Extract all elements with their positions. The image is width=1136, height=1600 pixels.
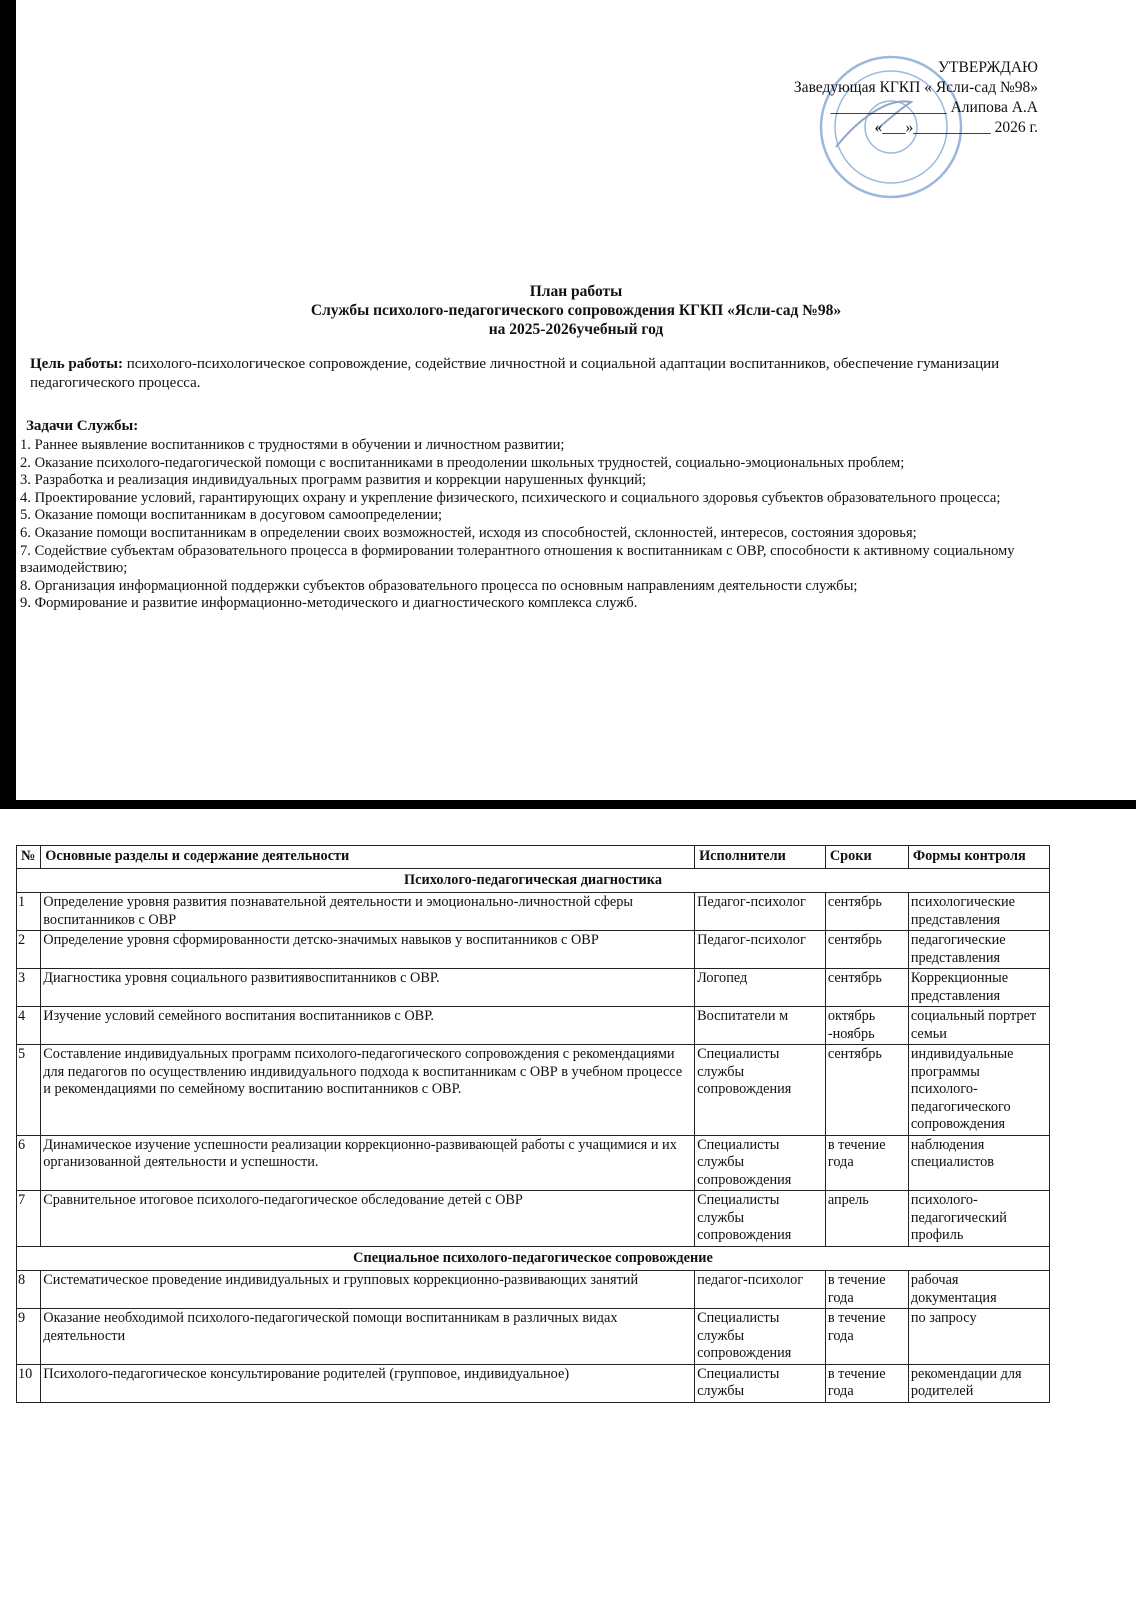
row-content: Диагностика уровня социального развитиявоспитанников с ОВР.: [41, 969, 695, 1007]
header-forms: Формы контроля: [908, 846, 1049, 869]
row-terms: в течение года: [825, 1135, 908, 1191]
row-terms: в течение года: [825, 1309, 908, 1365]
tasks-title: Задачи Службы:: [26, 418, 139, 434]
section-title: Специальное психолого-педагогическое сопровождение: [17, 1246, 1050, 1271]
header-terms: Сроки: [825, 846, 908, 869]
approval-position: Заведующая КГКП « Ясли-сад №98»: [793, 79, 1038, 96]
approval-signature-line: _______________ Алипова А.А: [830, 99, 1038, 116]
row-content: Оказание необходимой психолого-педагогической помощи воспитанникам в различных видах деятельности: [41, 1309, 695, 1365]
row-num: 4: [17, 1007, 41, 1045]
header-num: №: [17, 846, 41, 869]
task-item: 7. Содействие субъектам образовательного процесса в формировании толерантного отношения к воспитанникам с ОВР, способности к активному социальному взаимодействию;: [20, 542, 1015, 577]
row-num: 2: [17, 931, 41, 969]
row-executors: Специалисты службы: [695, 1364, 826, 1402]
title-line-1: План работы: [529, 283, 623, 300]
header-executors: Исполнители: [695, 846, 826, 869]
task-item: 3. Разработка и реализация индивидуальных программ развития и коррекции нарушенных функций;: [20, 472, 647, 489]
row-num: 3: [17, 969, 41, 1007]
table-header-row: [17, 846, 1050, 869]
table-row: [17, 893, 1050, 931]
row-executors: Логопед: [695, 969, 826, 1007]
row-num: 6: [17, 1135, 41, 1191]
task-item: 9. Формирование и развитие информационно-методического и диагностического комплекса служб.: [20, 595, 638, 612]
table-row: [17, 969, 1050, 1007]
row-forms: социальный портрет семьи: [908, 1007, 1049, 1045]
task-item: 8. Организация информационной поддержки субъектов образовательного процесса по основным направлениям деятельности службы;: [20, 577, 858, 594]
row-forms: по запросу: [908, 1309, 1049, 1365]
row-executors: Педагог-психолог: [695, 931, 826, 969]
table-row: [17, 931, 1050, 969]
task-item: 6. Оказание помощи воспитанникам в определении своих возможностей, исходя из способностей, склонностей, интересов, состояния здоровья;: [20, 524, 917, 541]
goal-label: Цель работы:: [30, 356, 123, 372]
row-executors: Педагог-психолог: [695, 893, 826, 931]
row-num: 8: [17, 1271, 41, 1309]
table-row: [17, 1007, 1050, 1045]
row-content: Систематическое проведение индивидуальных и групповых коррекционно-развивающих занятий: [41, 1271, 695, 1309]
title-line-2: Службы психолого-педагогического сопровождения КГКП «Ясли-сад №98»: [310, 302, 842, 319]
row-num: 1: [17, 893, 41, 931]
approval-heading: УТВЕРЖДАЮ: [938, 59, 1038, 76]
row-forms: педагогические представления: [908, 931, 1049, 969]
row-content: Изучение условий семейного воспитания воспитанников с ОВР.: [41, 1007, 695, 1045]
row-forms: психологические представления: [908, 893, 1049, 931]
row-terms: сентябрь: [825, 893, 908, 931]
row-forms: психолого-педагогический профиль: [908, 1191, 1049, 1247]
document-title: [16, 282, 1136, 339]
approval-date-line: «___»__________ 2026 г.: [874, 119, 1038, 136]
row-forms: Коррекционные представления: [908, 969, 1049, 1007]
task-item: 5. Оказание помощи воспитанникам в досуговом самоопределении;: [20, 507, 443, 524]
row-terms: апрель: [825, 1191, 908, 1247]
row-executors: педагог-психолог: [695, 1271, 826, 1309]
section-row: [17, 868, 1050, 893]
row-content: Динамическое изучение успешности реализации коррекционно-развивающей работы с учащимися и их организованной деятельности и успешности.: [41, 1135, 695, 1191]
goal-paragraph: [30, 355, 1096, 393]
row-content: Сравнительное итоговое психолого-педагогическое обследование детей с ОВР: [41, 1191, 695, 1247]
table-row: [17, 1364, 1050, 1402]
tasks-list: [20, 437, 1096, 613]
row-content: Определение уровня сформированности детско-значимых навыков у воспитанников с ОВР: [41, 931, 695, 969]
goal-text: психолого-психологическое сопровождение, содействие личностной и социальной адаптации воспитанников, обеспечение гуманизации педагогического процесса.: [30, 356, 1000, 391]
row-executors: Специалисты службы сопровождения: [695, 1045, 826, 1136]
row-terms: сентябрь: [825, 931, 908, 969]
row-forms: рекомендации для родителей: [908, 1364, 1049, 1402]
row-num: 7: [17, 1191, 41, 1247]
work-plan-table: [16, 845, 1050, 1403]
row-executors: Специалисты службы сопровождения: [695, 1309, 826, 1365]
row-executors: Специалисты службы сопровождения: [695, 1135, 826, 1191]
task-item: 4. Проектирование условий, гарантирующих охрану и укрепление физического, психического и социального здоровья субъектов образовательного процесса;: [20, 489, 1001, 506]
table-row: [17, 1045, 1050, 1136]
row-num: 9: [17, 1309, 41, 1365]
row-content: Составление индивидуальных программ психолого-педагогического сопровождения с рекомендациями для педагогов по осуществлению индивидуального подхода к воспитанникам с ОВР в учебном процессе и рекомендациями по семейному воспитанию воспитанников с ОВР.: [41, 1045, 695, 1136]
table-row: [17, 1191, 1050, 1247]
row-terms: сентябрь: [825, 969, 908, 1007]
title-line-3: на 2025-2026учебный год: [488, 321, 664, 338]
section-row: [17, 1246, 1050, 1271]
row-num: 5: [17, 1045, 41, 1136]
header-content: Основные разделы и содержание деятельности: [41, 846, 695, 869]
task-item: 1. Раннее выявление воспитанников с трудностями в обучении и личностном развитии;: [20, 437, 565, 453]
document-page-2: [0, 809, 1136, 1600]
table-row: [17, 1135, 1050, 1191]
row-forms: рабочая документация: [908, 1271, 1049, 1309]
row-content: Психолого-педагогическое консультирование родителей (групповое, индивидуальное): [41, 1364, 695, 1402]
row-forms: наблюдения специалистов: [908, 1135, 1049, 1191]
row-terms: октябрь -ноябрь: [825, 1007, 908, 1045]
approval-block: [794, 58, 1038, 138]
row-executors: Воспитатели м: [695, 1007, 826, 1045]
section-title: Психолого-педагогическая диагностика: [17, 868, 1050, 893]
row-executors: Специалисты службы сопровождения: [695, 1191, 826, 1247]
table-row: [17, 1271, 1050, 1309]
row-forms: индивидуальные программы психолого-педагогического сопровождения: [908, 1045, 1049, 1136]
row-content: Определение уровня развития познавательной деятельности и эмоционально-личностной сферы воспитанников с ОВР: [41, 893, 695, 931]
row-terms: сентябрь: [825, 1045, 908, 1136]
table-row: [17, 1309, 1050, 1365]
row-terms: в течение года: [825, 1271, 908, 1309]
task-item: 2. Оказание психолого-педагогической помощи с воспитанниками в преодолении школьных трудностей, социально-эмоциональных проблем;: [20, 454, 905, 471]
row-num: 10: [17, 1364, 41, 1402]
row-terms: в течение года: [825, 1364, 908, 1402]
document-page-1: [16, 0, 1136, 800]
